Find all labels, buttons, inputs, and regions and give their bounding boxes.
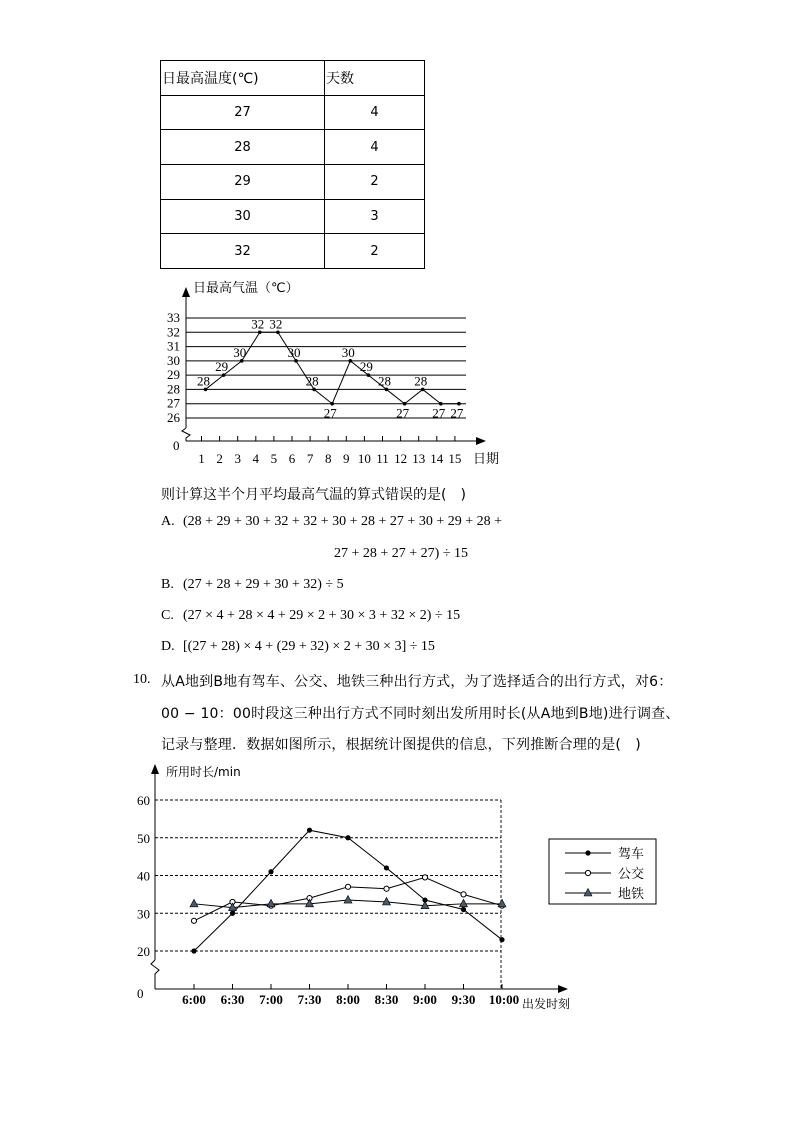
data-point-bus xyxy=(461,892,466,897)
y-tick-label: 26 xyxy=(167,410,180,425)
legend-label: 公交 xyxy=(618,867,645,882)
legend-marker xyxy=(585,850,590,855)
y-tick-label: 60 xyxy=(137,793,150,808)
data-label: 28 xyxy=(305,373,319,389)
table-cell-days: 2 xyxy=(325,234,425,269)
x-tick-label: 2 xyxy=(216,451,223,466)
q9-stem: 则计算这半个月平均最高气温的算式错误的是( ) xyxy=(161,487,466,503)
y-tick-label: 28 xyxy=(167,381,180,397)
y-tick-label: 30 xyxy=(167,352,180,368)
data-label: 27 xyxy=(450,405,464,421)
table-cell-days: 4 xyxy=(325,95,425,130)
option-label: B. xyxy=(161,577,174,592)
legend-label: 地铁 xyxy=(618,887,645,902)
origin-label: 0 xyxy=(173,438,180,453)
option-label: C. xyxy=(161,608,174,623)
data-point-subway xyxy=(383,897,391,905)
table-cell-temp: 27 xyxy=(161,95,325,130)
table-header-days: 天数 xyxy=(325,61,425,96)
data-point-drive xyxy=(268,869,273,874)
data-point-subway xyxy=(267,899,275,907)
y-tick-label: 29 xyxy=(167,367,180,383)
x-tick-label: 7:00 xyxy=(259,992,283,1007)
data-label: 30 xyxy=(233,344,247,360)
data-point-drive xyxy=(307,828,312,833)
y-tick-label: 40 xyxy=(137,868,150,884)
table-cell-temp: 28 xyxy=(161,130,325,165)
data-point-drive xyxy=(499,937,504,942)
x-tick-label: 15 xyxy=(448,451,462,466)
data-point-subway xyxy=(344,896,352,904)
data-point-subway xyxy=(190,899,198,907)
x-tick-label: 7:30 xyxy=(297,992,322,1007)
data-label: 32 xyxy=(251,316,265,332)
y-tick-label: 30 xyxy=(137,906,150,922)
data-label: 27 xyxy=(432,405,446,421)
data-point-subway xyxy=(498,899,506,907)
x-tick-label: 8 xyxy=(324,451,332,466)
x-tick-label: 11 xyxy=(376,451,389,466)
q9-option-a-cont: 27 + 28 + 27 + 27) ÷ 15 xyxy=(334,546,469,561)
x-axis-title: 出发时刻 xyxy=(522,997,571,1011)
data-point-drive xyxy=(191,948,196,953)
x-tick-label: 5 xyxy=(270,451,278,466)
option-c-text: (27 × 4 + 28 × 4 + 29 × 2 + 30 × 3 + 32 × 2) ÷ 15 xyxy=(183,608,461,623)
legend-marker xyxy=(585,870,590,875)
y-tick-label: 20 xyxy=(137,944,150,959)
x-axis-title: 日期 xyxy=(473,452,500,467)
option-d-text: [(27 + 28) × 4 + (29 + 32) × 2 + 30 × 3] ÷ 15 xyxy=(183,639,435,654)
y-tick-label: 33 xyxy=(167,310,180,325)
x-tick-label: 14 xyxy=(430,451,444,466)
x-tick-label: 9:00 xyxy=(413,992,437,1007)
table-cell-days: 4 xyxy=(325,130,425,165)
x-tick-label: 10:00 xyxy=(488,992,520,1007)
data-label: 30 xyxy=(341,344,355,360)
data-label: 27 xyxy=(323,405,337,421)
y-tick-label: 27 xyxy=(167,395,180,411)
x-tick-label: 6:00 xyxy=(182,992,206,1007)
data-label: 30 xyxy=(287,344,301,360)
x-tick-label: 12 xyxy=(394,451,408,466)
data-label: 32 xyxy=(269,316,283,332)
data-point-drive xyxy=(345,835,350,840)
data-point-subway xyxy=(460,899,468,907)
table-cell-temp: 32 xyxy=(161,234,325,269)
x-tick-label: 7 xyxy=(306,451,314,466)
origin-label: 0 xyxy=(137,986,144,1001)
x-tick-label: 4 xyxy=(252,451,260,466)
y-tick-label: 31 xyxy=(167,338,180,354)
option-label: D. xyxy=(161,639,175,654)
y-tick-label: 32 xyxy=(167,324,180,340)
y-axis-title: 所用时长/min xyxy=(166,765,241,779)
y-axis-arrow xyxy=(151,764,159,774)
data-label: 27 xyxy=(396,405,410,421)
option-a-line1: (28 + 29 + 30 + 32 + 32 + 30 + 28 + 27 + 30 + 29 + 28 + xyxy=(183,514,503,529)
legend-label: 驾车 xyxy=(618,847,645,862)
x-tick-label: 13 xyxy=(412,451,426,466)
x-tick-label: 8:30 xyxy=(374,992,399,1007)
q10-line-3: 记录与整理．数据如图所示，根据统计图提供的信息，下列推断合理的是( ) xyxy=(161,737,641,753)
x-tick-label: 8:00 xyxy=(336,992,360,1007)
q10-line-1: 从A地到B地有驾车、公交、地铁三种出行方式，为了选择适合的出行方式，对6： xyxy=(161,674,673,690)
option-b-text: (27 + 28 + 29 + 30 + 32) ÷ 5 xyxy=(183,577,344,592)
option-label: A. xyxy=(161,514,175,529)
x-tick-label: 6 xyxy=(288,451,296,466)
table-cell-days: 2 xyxy=(325,165,425,200)
table-header-temp: 日最高温度(℃) xyxy=(161,61,325,96)
data-label: 29 xyxy=(215,359,229,375)
x-tick-label: 3 xyxy=(234,451,241,466)
data-point-drive xyxy=(230,911,235,916)
data-point-bus xyxy=(384,886,389,891)
x-tick-label: 9:30 xyxy=(451,992,476,1007)
y-tick-label: 50 xyxy=(137,830,150,846)
axis-break xyxy=(151,960,159,989)
q10-line-2: 00 − 10：00时段这三种出行方式不同时刻出发所用时长(从A地到B地)进行调查、 xyxy=(161,706,680,722)
y-axis-title: 日最高气温（℃） xyxy=(193,281,299,296)
data-label: 28 xyxy=(197,373,210,389)
q10-number: 10. xyxy=(133,672,151,687)
table-cell-temp: 29 xyxy=(161,165,325,200)
table-cell-days: 3 xyxy=(325,199,425,234)
x-tick-label: 1 xyxy=(198,451,205,466)
x-tick-label: 10 xyxy=(357,451,371,466)
data-point-bus xyxy=(191,918,196,923)
data-label: 29 xyxy=(359,359,373,375)
table-cell-temp: 30 xyxy=(161,199,325,234)
x-tick-label: 6:30 xyxy=(220,992,245,1007)
data-point-bus xyxy=(422,875,427,880)
data-label: 28 xyxy=(414,373,428,389)
data-point-drive xyxy=(384,865,389,870)
data-point-drive xyxy=(461,907,466,912)
data-point-bus xyxy=(345,884,350,889)
x-axis-arrow xyxy=(558,985,568,993)
x-tick-label: 9 xyxy=(343,451,350,466)
data-label: 28 xyxy=(378,373,391,389)
